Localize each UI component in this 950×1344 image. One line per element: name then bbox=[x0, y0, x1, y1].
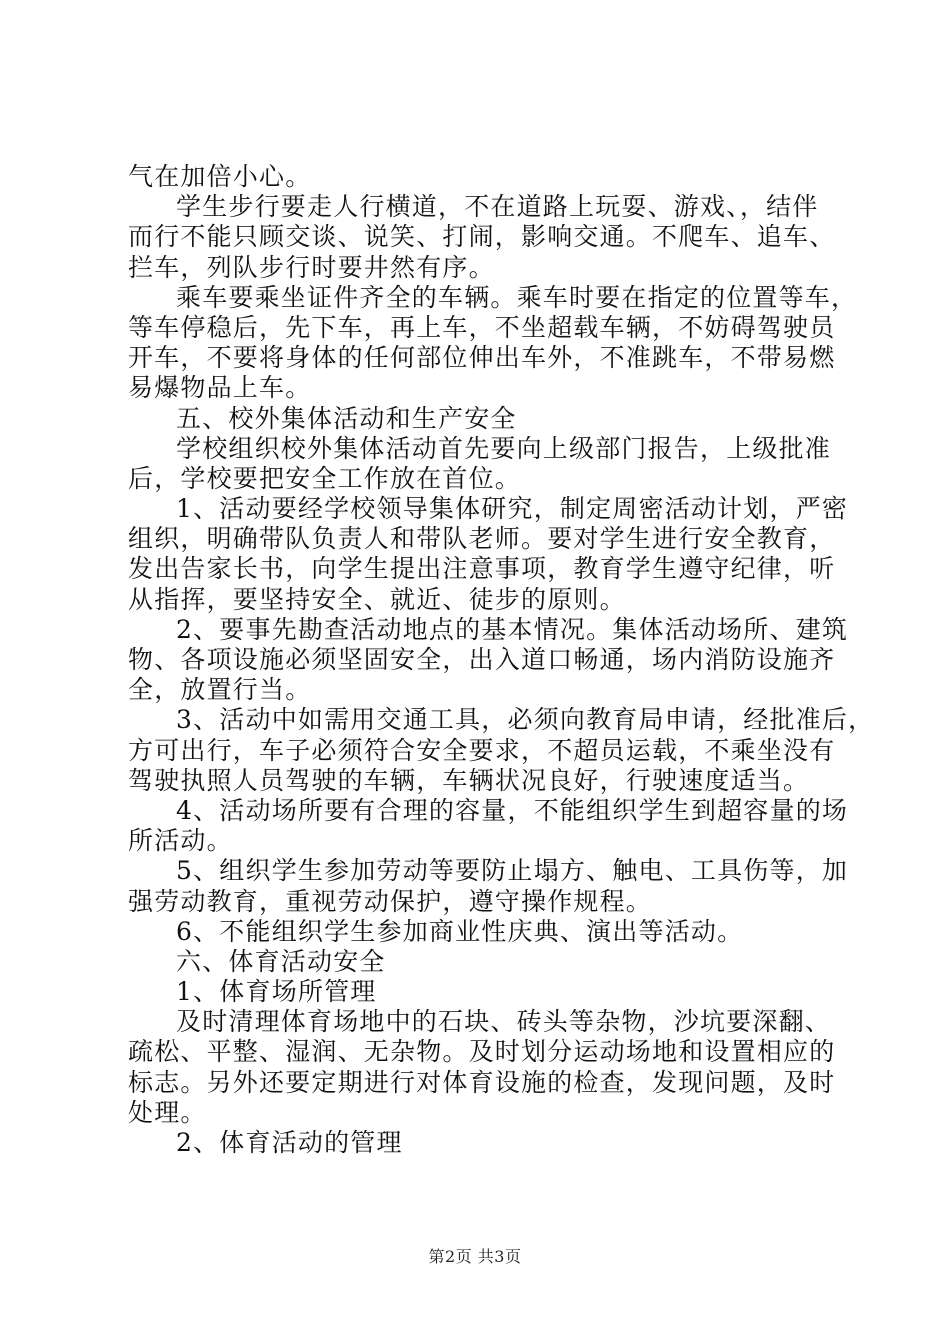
text-line: 2、体育活动的管理 bbox=[176, 1128, 403, 1157]
text-line: 所活动。 bbox=[128, 826, 233, 856]
text-line: 处理。 bbox=[128, 1097, 207, 1127]
text-line: 从指挥，要坚持安全、就近、徒步的原则。 bbox=[128, 584, 626, 614]
text-line: 学校组织校外集体活动首先要向上级部门报告，上级批准 bbox=[176, 433, 832, 463]
text-line: 疏松、平整、湿润、无杂物。及时划分运动场地和设置相应的 bbox=[128, 1037, 836, 1067]
text-line: 6、不能组织学生参加商业性庆典、演出等活动。 bbox=[176, 916, 744, 946]
text-line: 2、要事先勘查活动地点的基本情况。集体活动场所、建筑 bbox=[176, 614, 849, 644]
text-line: 开车，不要将身体的任何部位伸出车外，不准跳车，不带易燃 bbox=[128, 343, 836, 373]
text-line: 物、各项设施必须坚固安全，出入道口畅通，场内消防设施齐 bbox=[128, 645, 836, 674]
text-line: 后，学校要把安全工作放在首位。 bbox=[128, 463, 522, 493]
text-line: 六、体育活动安全 bbox=[176, 946, 386, 976]
text-line: 1、活动要经学校领导集体研究，制定周密活动计划，严密 bbox=[176, 494, 849, 524]
text-line: 4、活动场所要有合理的容量，不能组织学生到超容量的场 bbox=[176, 795, 849, 825]
text-line: 学生步行要走人行横道，不在道路上玩耍、游戏、，结伴 bbox=[176, 192, 819, 222]
text-line: 易爆物品上车。 bbox=[128, 373, 312, 403]
text-line: 乘车要乘坐证件齐全的车辆。乘车时要在指定的位置等车， bbox=[176, 282, 858, 312]
text-line: 拦车，列队步行时要井然有序。 bbox=[128, 252, 495, 282]
document-body bbox=[128, 162, 875, 1158]
text-line: 强劳动教育，重视劳动保护，遵守操作规程。 bbox=[128, 886, 653, 916]
text-line: 3、活动中如需用交通工具，必须向教育局申请，经批准后， bbox=[176, 705, 875, 735]
text-line: 组织，明确带队负责人和带队老师。要对学生进行安全教育， bbox=[128, 524, 836, 554]
text-line: 驾驶执照人员驾驶的车辆，车辆状况良好，行驶速度适当。 bbox=[128, 765, 810, 795]
text-line: 1、体育场所管理 bbox=[176, 977, 377, 1007]
text-line: 标志。另外还要定期进行对体育设施的检查，发现问题，及时 bbox=[128, 1067, 836, 1097]
text-line: 五、校外集体活动和生产安全 bbox=[176, 403, 517, 433]
text-line: 气在加倍小心。 bbox=[128, 162, 312, 191]
text-line: 发出告家长书，向学生提出注意事项，教育学生遵守纪律，听 bbox=[128, 554, 836, 584]
page-footer: 第2页 共3页 bbox=[428, 1247, 522, 1266]
text-line: 全，放置行当。 bbox=[128, 675, 312, 705]
text-line: 方可出行，车子必须符合安全要求，不超员运载，不乘坐没有 bbox=[128, 735, 836, 765]
text-line: 等车停稳后，先下车，再上车，不坐超载车辆，不妨碍驾驶员 bbox=[128, 312, 836, 342]
text-line: 5、组织学生参加劳动等要防止塌方、触电、工具伤等，加 bbox=[176, 856, 849, 886]
text-line: 而行不能只顾交谈、说笑、打闹，影响交通。不爬车、追车、 bbox=[128, 222, 836, 252]
text-line: 及时清理体育场地中的石块、砖头等杂物，沙坑要深翻、 bbox=[176, 1007, 832, 1037]
